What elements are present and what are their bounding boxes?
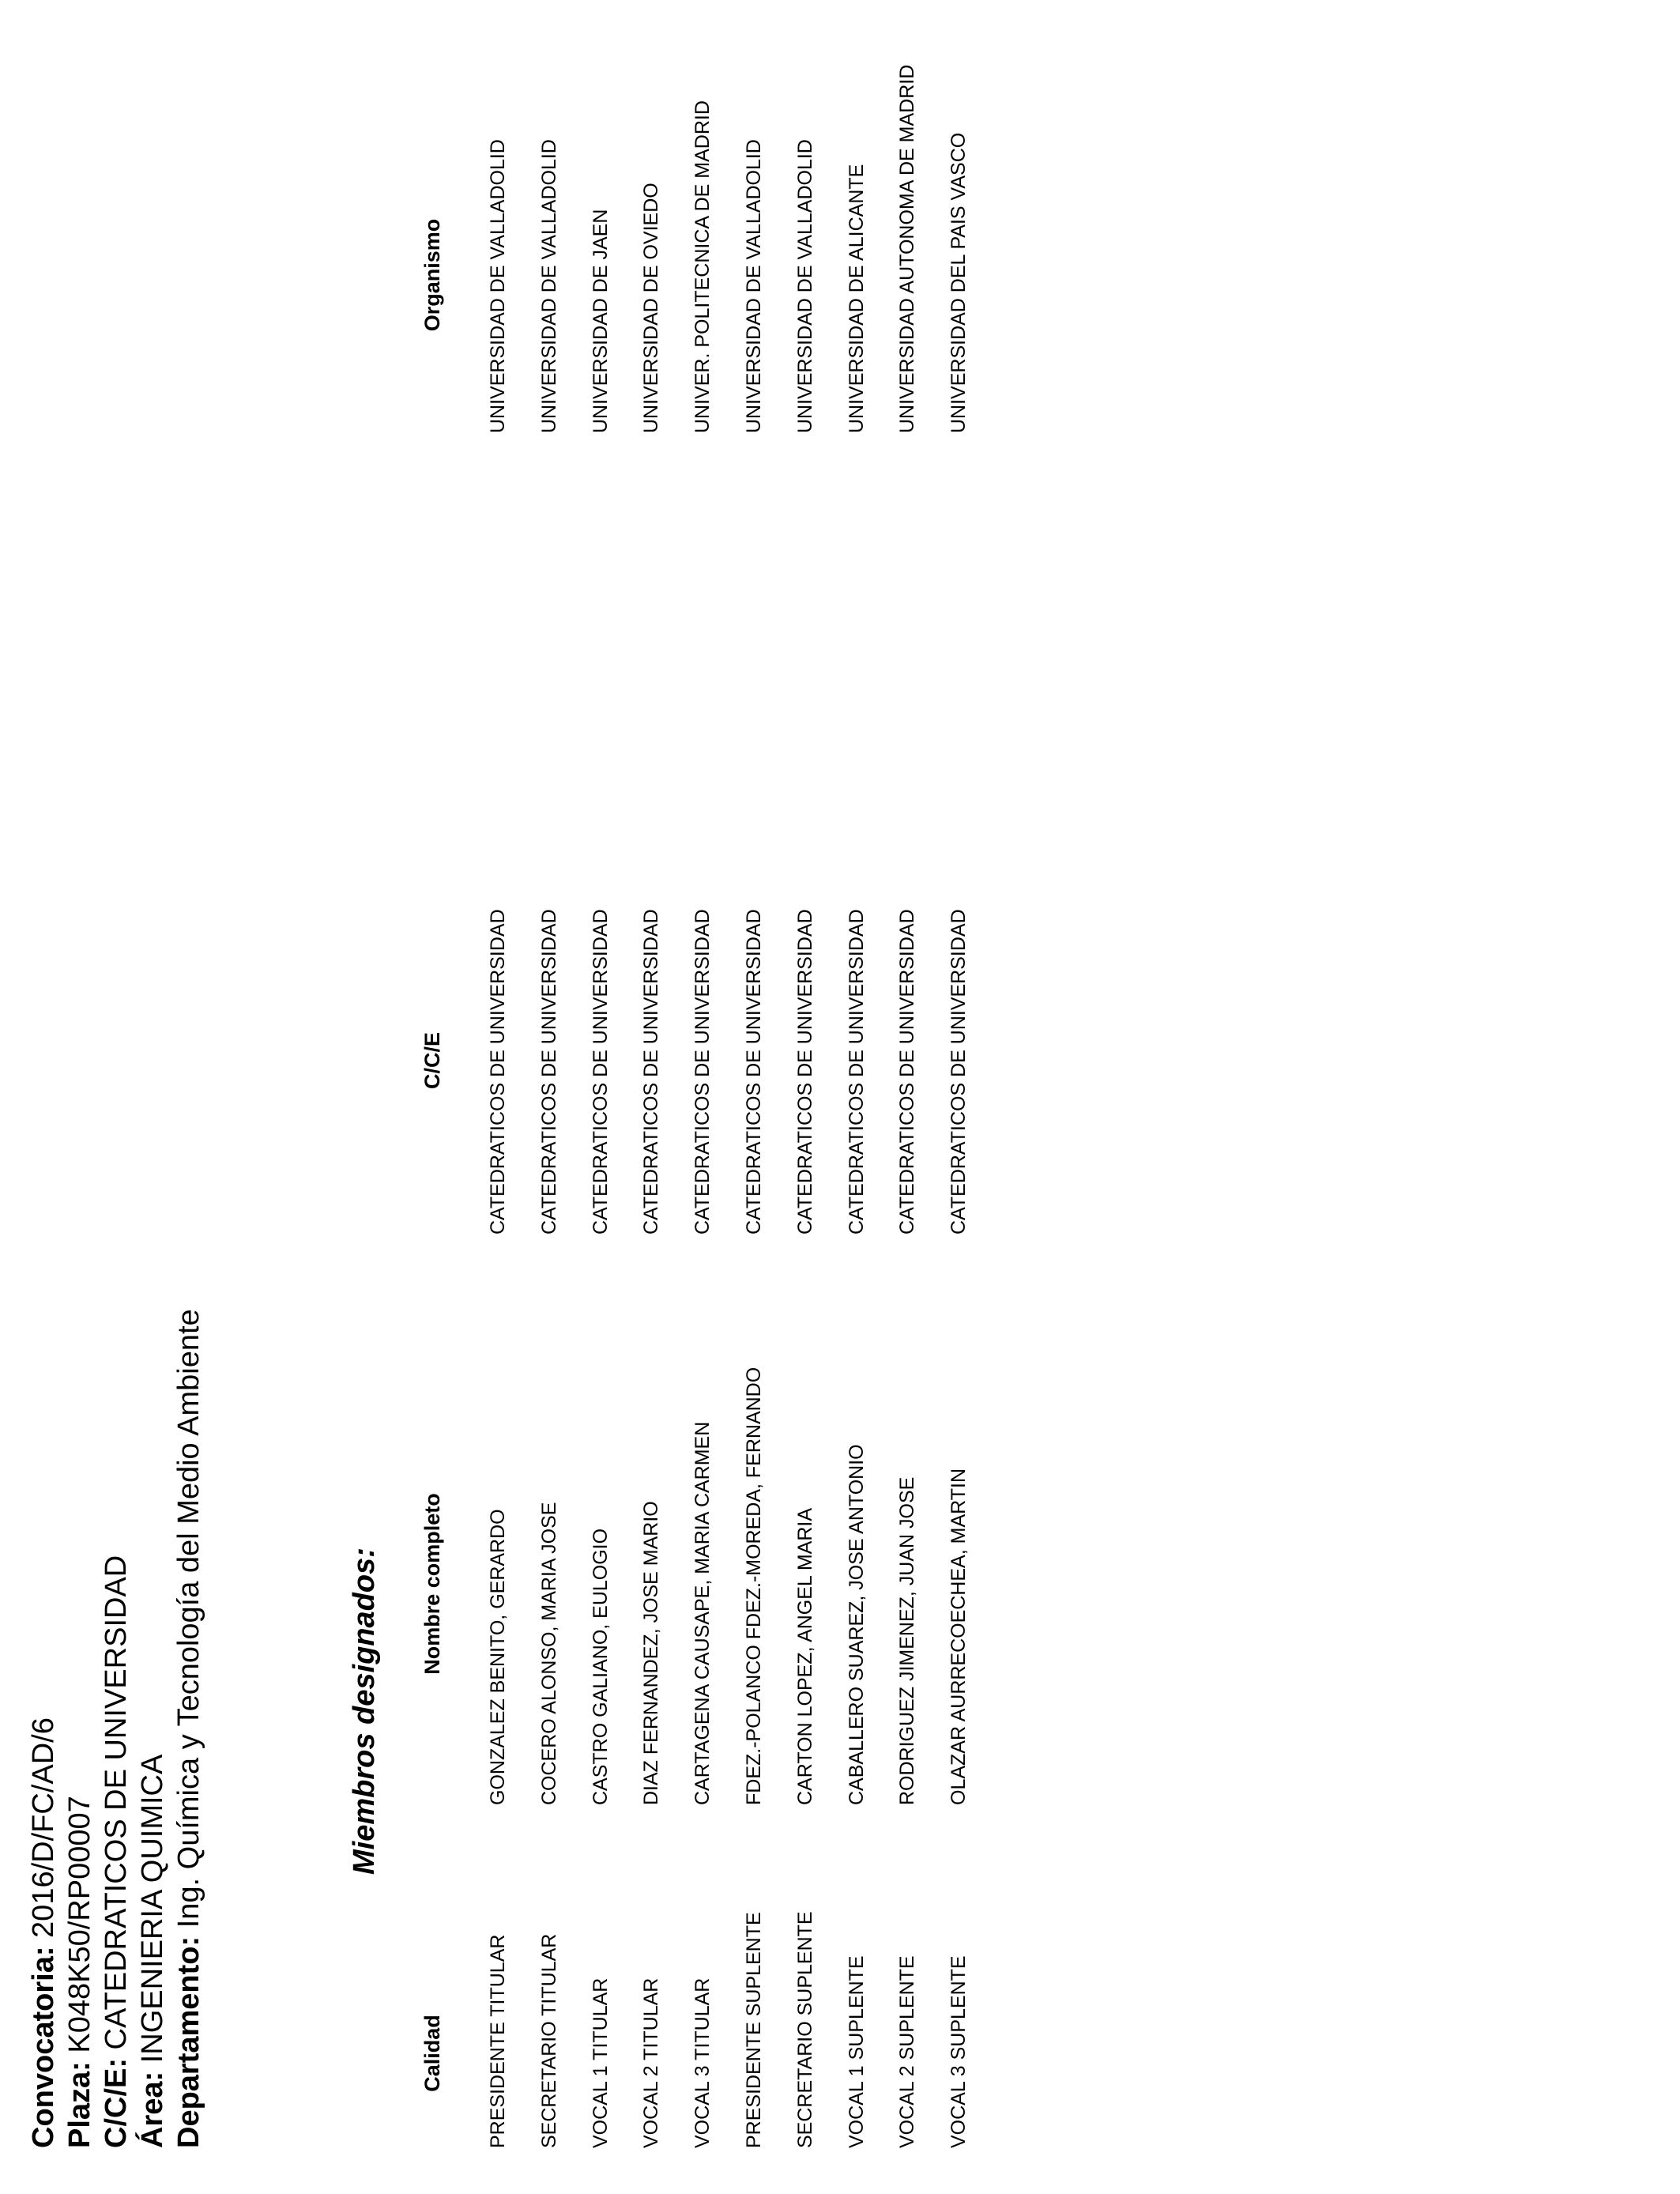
cell-organismo: UNIVERSIDAD DE VALLADOLID <box>743 139 765 433</box>
column-header-nombre: Nombre completo <box>420 1493 444 1675</box>
cell-nombre: RODRIGUEZ JIMENEZ, JUAN JOSE <box>896 1476 919 1805</box>
cell-cce: CATEDRATICOS DE UNIVERSIDAD <box>691 909 714 1235</box>
plaza-label: Plaza: <box>63 2061 96 2148</box>
cell-cce: CATEDRATICOS DE UNIVERSIDAD <box>947 909 970 1235</box>
cell-calidad: VOCAL 2 SUPLENTE <box>896 1955 919 2148</box>
cell-calidad: SECRETARIO TITULAR <box>537 1933 560 2148</box>
cell-cce: CATEDRATICOS DE UNIVERSIDAD <box>793 909 816 1235</box>
cell-calidad: PRESIDENTE SUPLENTE <box>743 1912 765 2148</box>
cce-label: C/C/E: <box>100 2058 133 2148</box>
cell-organismo: UNIVERSIDAD AUTONOMA DE MADRID <box>896 64 919 433</box>
convocatoria-line <box>25 1309 62 2148</box>
cell-nombre: DIAZ FERNANDEZ, JOSE MARIO <box>640 1501 663 1805</box>
cell-cce: CATEDRATICOS DE UNIVERSIDAD <box>640 909 663 1235</box>
cell-calidad: VOCAL 3 SUPLENTE <box>947 1955 970 2148</box>
cell-organismo: UNIVERSIDAD DE VALLADOLID <box>537 139 560 433</box>
cell-calidad: PRESIDENTE TITULAR <box>487 1934 509 2148</box>
column-header-cce: C/C/E <box>420 1032 444 1090</box>
cell-calidad: SECRETARIO SUPLENTE <box>793 1911 816 2148</box>
cell-nombre: CARTAGENA CAUSAPE, MARIA CARMEN <box>691 1421 714 1805</box>
plaza-line <box>62 1309 98 2148</box>
convocatoria-value: 2016/D/FC/AD/6 <box>27 1717 60 1938</box>
cell-nombre: CARTON LOPEZ, ANGEL MARIA <box>793 1507 816 1805</box>
cell-nombre: GONZALEZ BENITO, GERARDO <box>487 1509 509 1805</box>
cce-value: CATEDRATICOS DE UNIVERSIDAD <box>100 1555 133 2050</box>
area-label: Área: <box>136 2071 169 2148</box>
plaza-value: K048K50/RP00007 <box>63 1796 96 2053</box>
departamento-value: Ing. Química y Tecnología del Medio Ambiente <box>172 1309 205 1928</box>
column-header-calidad: Calidad <box>420 2015 444 2092</box>
column-header-organismo: Organismo <box>420 218 444 332</box>
cell-nombre: FDEZ.-POLANCO FDEZ.-MOREDA, FERNANDO <box>743 1367 765 1805</box>
cce-line <box>98 1309 134 2148</box>
section-title: Miembros designados: <box>348 1547 381 1875</box>
cell-nombre: COCERO ALONSO, MARIA JOSE <box>537 1502 560 1805</box>
cell-organismo: UNIVERSIDAD DE ALICANTE <box>845 164 868 433</box>
cell-nombre: OLAZAR AURRECOECHEA, MARTIN <box>947 1468 970 1805</box>
cell-organismo: UNIVERSIDAD DE VALLADOLID <box>487 139 509 433</box>
cell-cce: CATEDRATICOS DE UNIVERSIDAD <box>896 909 919 1235</box>
area-line <box>134 1309 171 2148</box>
cell-calidad: VOCAL 3 TITULAR <box>691 1977 714 2148</box>
cell-organismo: UNIVERSIDAD DE OVIEDO <box>640 183 663 433</box>
cell-nombre: CASTRO GALIANO, EULOGIO <box>589 1528 612 1805</box>
cell-organismo: UNIVERSIDAD DE VALLADOLID <box>793 139 816 433</box>
cell-cce: CATEDRATICOS DE UNIVERSIDAD <box>487 909 509 1235</box>
cell-calidad: VOCAL 1 SUPLENTE <box>845 1955 868 2148</box>
cell-calidad: VOCAL 1 TITULAR <box>589 1977 612 2148</box>
cell-cce: CATEDRATICOS DE UNIVERSIDAD <box>845 909 868 1235</box>
cell-cce: CATEDRATICOS DE UNIVERSIDAD <box>589 909 612 1235</box>
area-value: INGENIERIA QUIMICA <box>136 1754 169 2064</box>
departamento-label: Departamento: <box>172 1936 205 2148</box>
cell-organismo: UNIVERSIDAD DE JAEN <box>589 209 612 433</box>
cell-organismo: UNIVERSIDAD DEL PAIS VASCO <box>947 132 970 433</box>
cell-organismo: UNIVER. POLITECNICA DE MADRID <box>691 100 714 433</box>
convocatoria-label: Convocatoria: <box>27 1946 60 2148</box>
departamento-line <box>171 1309 207 2148</box>
cell-cce: CATEDRATICOS DE UNIVERSIDAD <box>537 909 560 1235</box>
cell-nombre: CABALLERO SUAREZ, JOSE ANTONIO <box>845 1444 868 1805</box>
cell-calidad: VOCAL 2 TITULAR <box>640 1977 663 2148</box>
cell-cce: CATEDRATICOS DE UNIVERSIDAD <box>743 909 765 1235</box>
document-header <box>25 1309 207 2148</box>
